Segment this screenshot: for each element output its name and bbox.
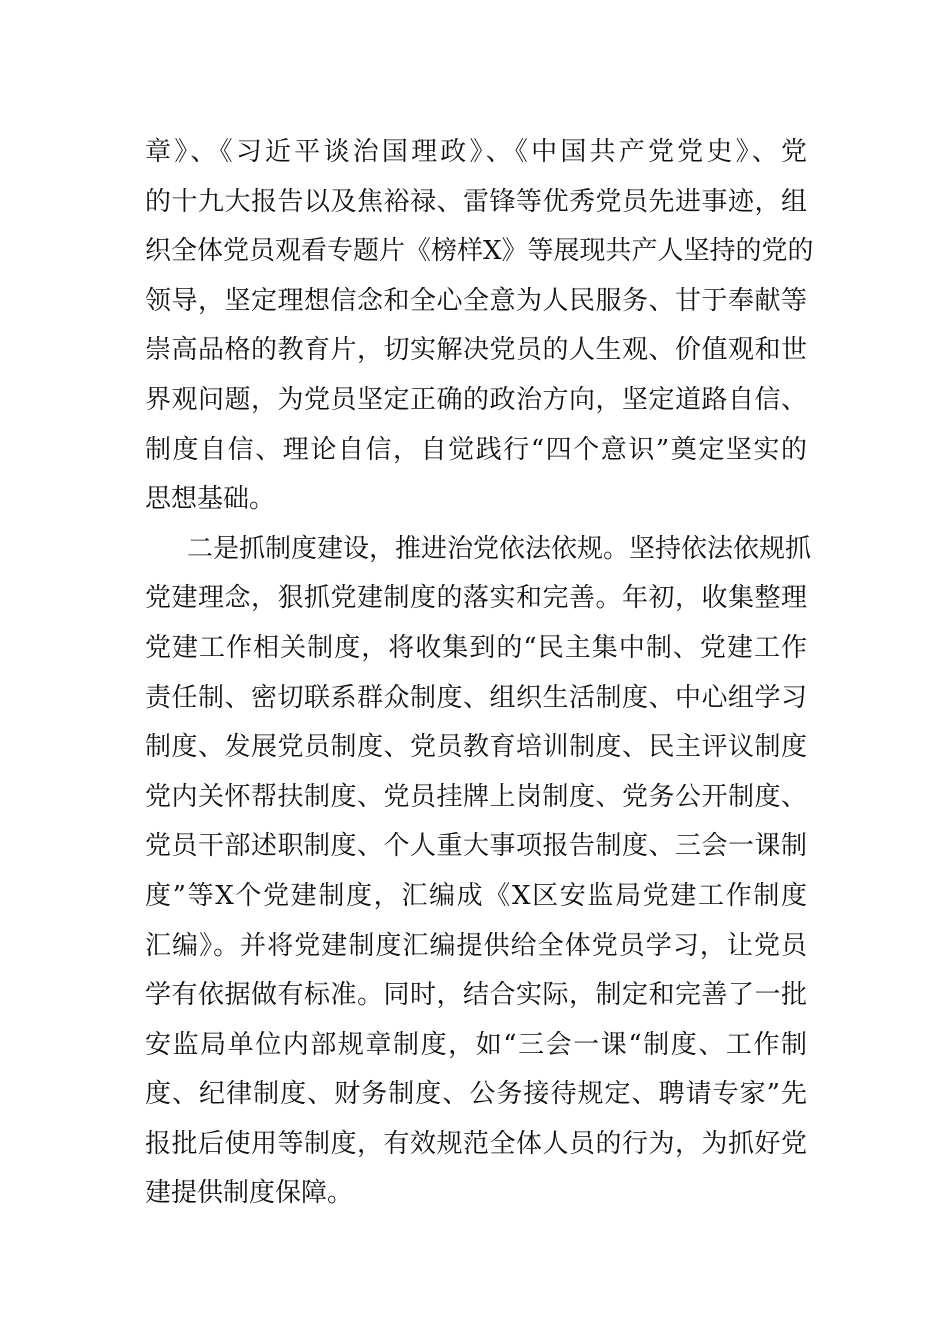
text-line: 二是抓制度建设，推进治党依法依规。坚持依法依规抓 <box>187 533 812 564</box>
text-line: 制度自信、理论自信，自觉践行“四个意识”奠定坚实的 <box>145 434 807 465</box>
text-line: 领导，坚定理想信念和全心全意为人民服务、甘于奉献等 <box>145 285 807 316</box>
text-line: 界观问题，为党员坚定正确的政治方向，坚定道路自信、 <box>145 384 807 415</box>
text-line: 的十九大报告以及焦裕禄、雷锋等优秀党员先进事迹，组 <box>145 186 807 217</box>
text-line: 制度、发展党员制度、党员教育培训制度、民主评议制度 <box>145 732 807 763</box>
text-line: 章》、《习近平谈治国理政》、《中国共产党党史》、党 <box>145 137 807 167</box>
text-line: 学有依据做有标准。同时，结合实际，制定和完善了一批 <box>145 980 807 1011</box>
text-line: 党建工作相关制度，将收集到的“民主集中制、党建工作 <box>145 632 807 663</box>
text-line: 汇编》。并将党建制度汇编提供给全体党员学习，让党员 <box>145 930 807 961</box>
text-line: 建提供制度保障。 <box>145 1178 354 1209</box>
text-line: 崇高品格的教育片，切实解决党员的人生观、价值观和世 <box>145 335 807 366</box>
text-line: 党建理念，狠抓党建制度的落实和完善。年初，收集整理 <box>145 583 807 614</box>
text-line: 党内关怀帮扶制度、党员挂牌上岗制度、党务公开制度、 <box>145 781 807 812</box>
paragraph-1 <box>145 128 814 525</box>
text-line: 度”等X个党建制度，汇编成《X区安监局党建工作制度 <box>145 880 807 911</box>
text-line: 报批后使用等制度，有效规范全体人员的行为，为抓好党 <box>145 1128 807 1159</box>
body-text <box>145 128 814 1219</box>
text-line: 安监局单位内部规章制度，如“三会一课“制度、工作制 <box>145 1029 807 1060</box>
paragraph-2 <box>145 525 812 1219</box>
text-line: 责任制、密切联系群众制度、组织生活制度、中心组学习 <box>145 682 807 713</box>
text-line: 度、纪律制度、财务制度、公务接待规定、聘请专家”先 <box>145 1079 807 1110</box>
text-line: 织全体党员观看专题片《榜样X》等展现共产人坚持的党的 <box>145 236 814 267</box>
text-line: 党员干部述职制度、个人重大事项报告制度、三会一课制 <box>145 831 807 862</box>
text-line: 思想基础。 <box>145 484 276 515</box>
